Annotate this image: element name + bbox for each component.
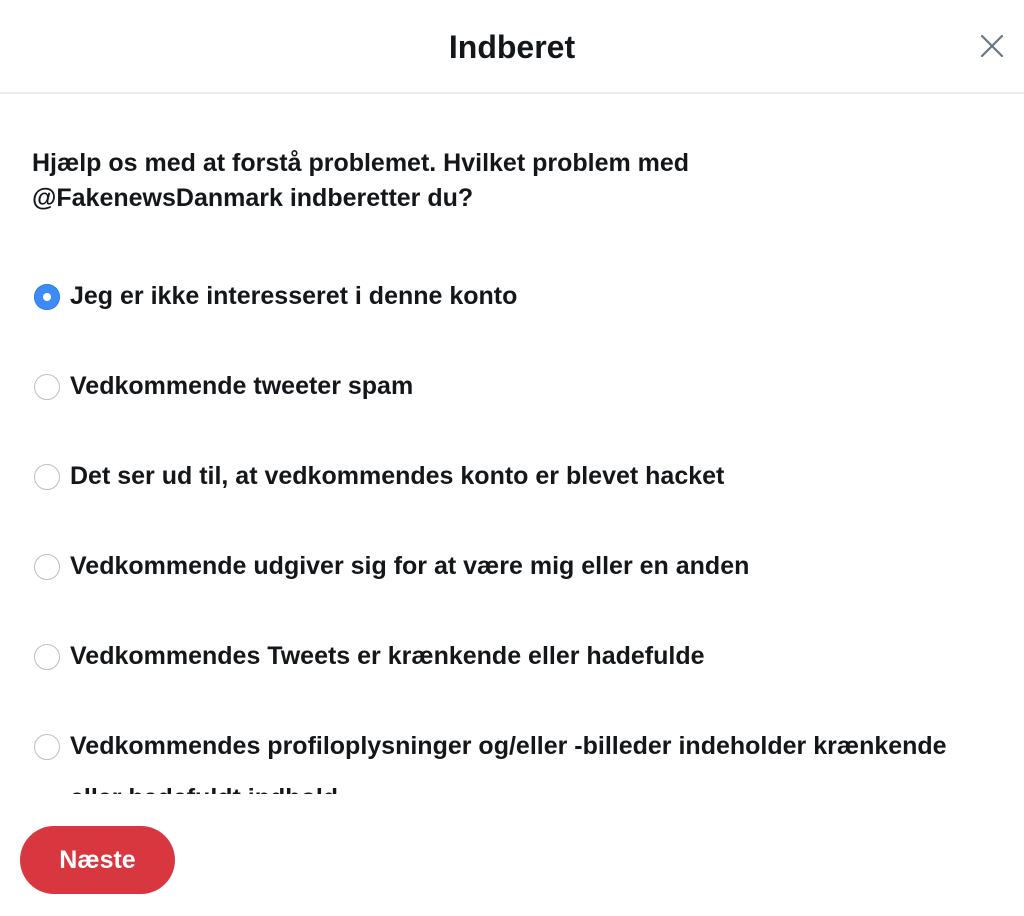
option-label: Jeg er ikke interesseret i denne konto <box>70 282 518 310</box>
option-label: Vedkommendes profiloplysninger og/eller -billeder indeholder krænkende <box>70 732 947 760</box>
radio-button[interactable] <box>34 374 60 400</box>
close-icon[interactable] <box>976 30 1008 62</box>
close-button[interactable] <box>976 30 1008 62</box>
radio-button[interactable] <box>34 734 60 760</box>
option-label: Vedkommendes Tweets er krænkende eller hadefulde <box>70 642 705 670</box>
dialog-footer <box>0 794 1024 916</box>
report-option-abusive-tweets[interactable] <box>32 634 992 724</box>
report-options <box>32 274 992 814</box>
option-label: Det ser ud til, at vedkommendes konto er blevet hacket <box>70 462 725 490</box>
dialog-title: Indberet <box>448 29 576 65</box>
report-option-impersonation[interactable] <box>32 544 992 634</box>
next-button[interactable]: Næste <box>20 826 175 894</box>
radio-button[interactable] <box>34 284 60 310</box>
radio-button[interactable] <box>34 644 60 670</box>
dialog-header <box>0 0 1024 94</box>
radio-button[interactable] <box>34 554 60 580</box>
option-label: Vedkommende udgiver sig for at være mig eller en anden <box>70 552 750 580</box>
report-question: Hjælp os med at forstå problemet. Hvilket problem med @FakenewsDanmark indberetter du? <box>32 149 690 212</box>
report-option-spam[interactable] <box>32 364 992 454</box>
option-label: Vedkommende tweeter spam <box>70 372 414 400</box>
report-option-hacked[interactable] <box>32 454 992 544</box>
dialog-body[interactable] <box>0 94 1024 794</box>
radio-button[interactable] <box>34 464 60 490</box>
report-option-not-interested[interactable] <box>32 274 992 364</box>
